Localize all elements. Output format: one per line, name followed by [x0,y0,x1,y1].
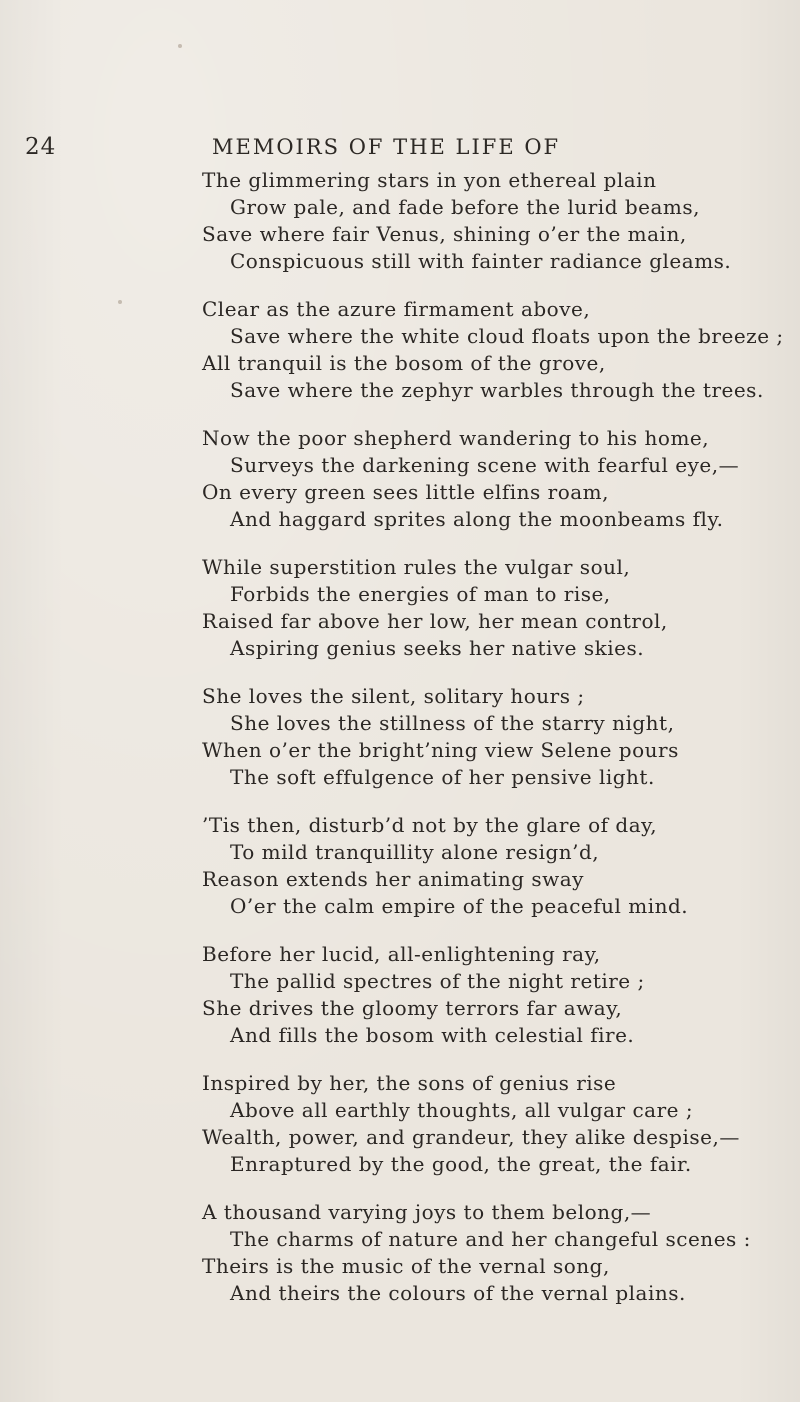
poem-line: Forbids the energies of man to rise, [230,582,611,606]
poem-line: Inspired by her, the sons of genius rise [202,1071,617,1095]
poem-line: When o’er the bright’ning view Selene pours [202,738,679,762]
poem-line: Enraptured by the good, the great, the fair. [230,1152,692,1176]
poem-line: Conspicuous still with fainter radiance gleams. [230,249,732,273]
poem-line: Aspiring genius seeks her native skies. [230,636,645,660]
poem-line: The soft effulgence of her pensive light. [230,765,655,789]
running-head: MEMOIRS OF THE LIFE OF [212,135,561,159]
poem-line: On every green sees little elfins roam, [202,480,609,504]
poem-line: Before her lucid, all-enlightening ray, [202,942,601,966]
poem-line: A thousand varying joys to them belong,— [202,1200,652,1224]
poem-line: ’Tis then, disturb’d not by the glare of day, [202,813,658,837]
poem-line: Save where the zephyr warbles through the trees. [230,378,764,402]
poem-line: She loves the silent, solitary hours ; [202,684,585,708]
poem-line: Wealth, power, and grandeur, they alike despise,— [202,1125,740,1149]
paper-speck [178,44,182,48]
poem-line: She loves the stillness of the starry night, [230,711,675,735]
poem-line: Theirs is the music of the vernal song, [202,1254,610,1278]
poem-line: Save where fair Venus, shining o’er the main, [202,222,687,246]
poem-line: Save where the white cloud floats upon the breeze ; [230,324,784,348]
poem-line: Grow pale, and fade before the lurid beams, [230,195,701,219]
paper-speck [118,300,122,304]
poem-line: Clear as the azure firmament above, [202,297,591,321]
poem-line: Raised far above her low, her mean control, [202,609,668,633]
poem-line: O’er the calm empire of the peaceful mind. [230,894,689,918]
poem-line: To mild tranquillity alone resign’d, [230,840,600,864]
poem-line: Reason extends her animating sway [202,867,584,891]
poem-line: The charms of nature and her changeful scenes : [230,1227,751,1251]
poem-line: Above all earthly thoughts, all vulgar care ; [230,1098,694,1122]
poem-line: Surveys the darkening scene with fearful eye,— [230,453,740,477]
poem-line: And fills the bosom with celestial fire. [230,1023,635,1047]
poem-line: The pallid spectres of the night retire ; [230,969,645,993]
poem-line: The glimmering stars in yon ethereal plain [202,168,657,192]
poem-line: Now the poor shepherd wandering to his home, [202,426,710,450]
page-number: 24 [25,134,57,160]
poem-line: While superstition rules the vulgar soul, [202,555,631,579]
poem-line: She drives the gloomy terrors far away, [202,996,623,1020]
poem-line: And haggard sprites along the moonbeams fly. [230,507,724,531]
poem-line: And theirs the colours of the vernal plains. [230,1281,686,1305]
poem-line: All tranquil is the bosom of the grove, [202,351,606,375]
